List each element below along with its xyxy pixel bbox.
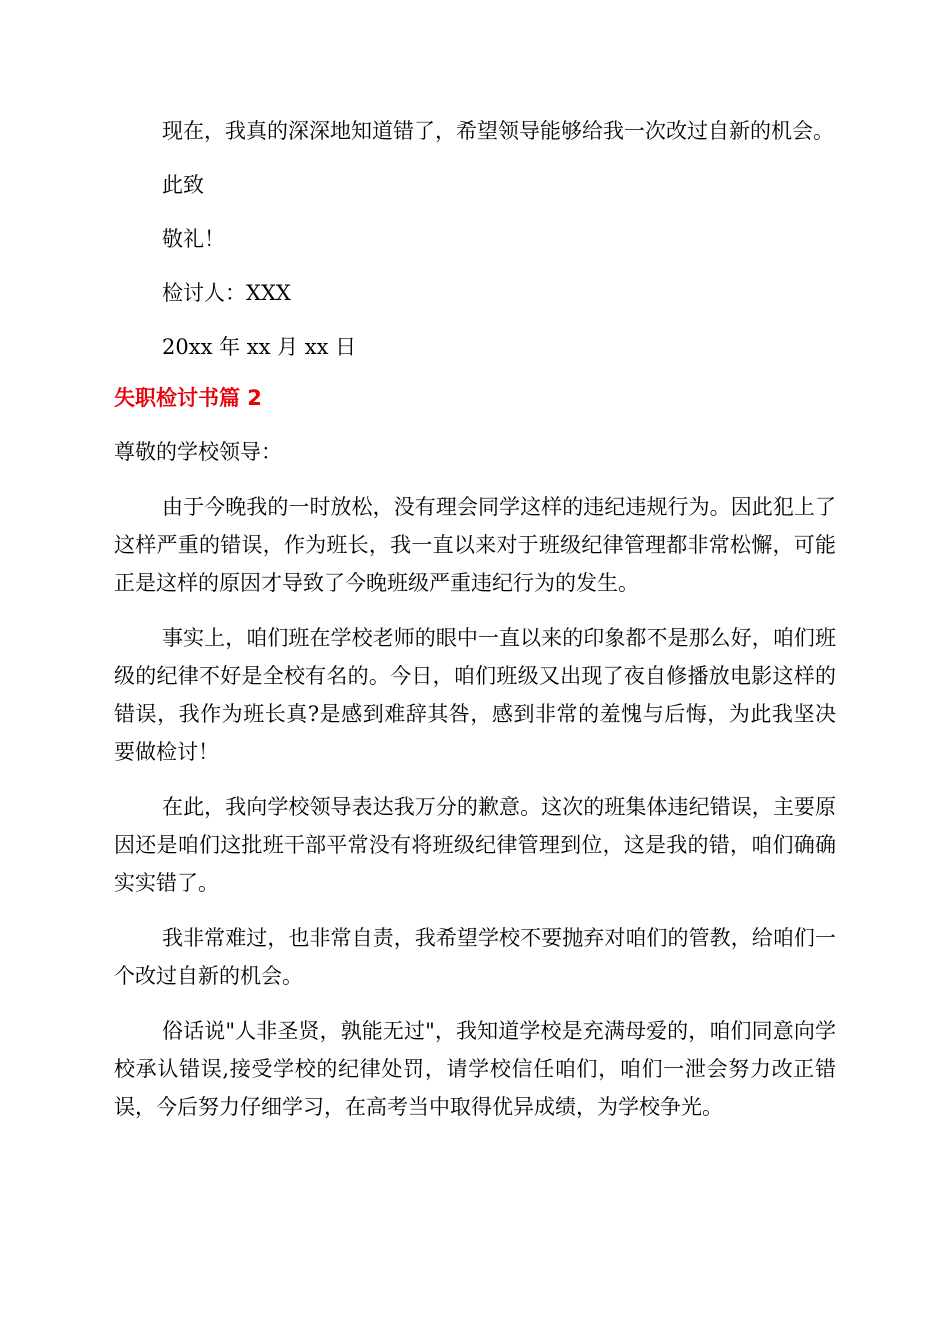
salutation: 尊敬的学校领导： [114,440,282,464]
signer-line: 检讨人：XXX [162,281,291,305]
date-line: 20xx 年 xx 月 xx 日 [162,335,357,359]
paragraph-incident: 由于今晚我的一时放松，没有理会同学这样的违纪违规行为。因此犯上了这样严重的错误，作为班长，我一直以来对于班级纪律管理都非常松懈，可能正是这样的原因才导致了今晚班级严重违纪行为的发生。 [114,495,836,595]
closing-line-1: 此致 [162,173,204,197]
paragraph-reputation: 事实上，咱们班在学校老师的眼中一直以来的印象都不是那么好，咱们班级的纪律不好是全校有名的。今日，咱们班级又出现了夜自修播放电影这样的错误，我作为班长真?是感到难辞其咎，感到非常的羞愧与后悔，为此我坚决要做检讨！ [114,626,836,764]
document-page [114,112,836,1126]
closing-line-2: 敬礼！ [162,227,225,251]
paragraph-apology-leaders: 在此，我向学校领导表达我万分的歉意。这次的班集体违纪错误，主要原因还是咱们这批班干部平常没有将班级纪律管理到位，这是我的错，咱们确确实实错了。 [114,795,836,895]
paragraph-regret: 我非常难过，也非常自责，我希望学校不要抛弃对咱们的管教，给咱们一个改过自新的机会。 [114,926,836,988]
paragraph-promise: 俗话说"人非圣贤，孰能无过"，我知道学校是充满母爱的，咱们同意向学校承认错误,接受学校的纪律处罚，请学校信任咱们，咱们一泄会努力改正错误，今后努力仔细学习，在高考当中取得优异成绩，为学校争光。 [114,1019,836,1119]
paragraph-apology: 现在，我真的深深地知道错了，希望领导能够给我一次改过自新的机会。 [162,119,834,143]
section-heading: 失职检讨书篇 2 [114,386,262,410]
